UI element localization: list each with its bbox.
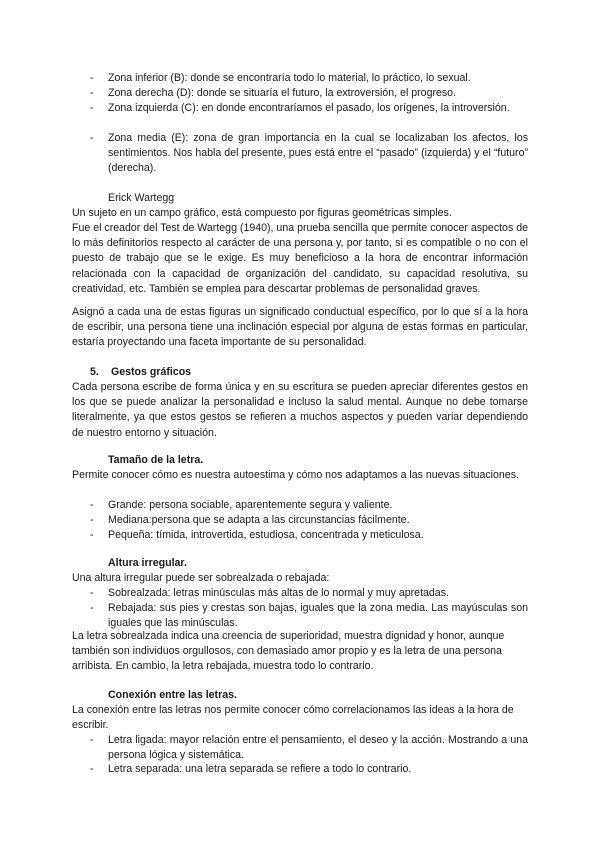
- bullet-dash: -: [90, 72, 94, 84]
- subsection-title: Tamaño de la letra.: [108, 454, 204, 466]
- list-item: [90, 101, 528, 116]
- list-item-text: Letra separada: una letra separada se refiere a todo lo contrario.: [108, 763, 412, 775]
- paragraph: Asignó a cada una de estas figuras un significado conductual específico, por lo que sí a la hora de escribir, una persona tiene una inclinación especial por alguna de estas formas en particular, estaría proyectando una faceta importante de su personalidad.: [72, 306, 528, 349]
- list-item-text: Sobrealzada: letras minúsculas más altas de lo normal y muy apretadas.: [108, 587, 449, 599]
- list-item: [90, 586, 528, 601]
- paragraph: Un sujeto en un campo gráfico, está compuesto por figuras geométricas simples.: [72, 207, 452, 219]
- paragraph: Cada persona escribe de forma única y en su escritura se pueden apreciar diferentes gestos en los que se puede analizar la personalidad e incluso la salud mental. Aunque no debe tomarse literalmente, ya que estos gestos se refieren a muchos aspectos y pueden variar dependiendo de nuestro entorno y situación.: [72, 381, 528, 439]
- bullet-dash: -: [90, 529, 94, 541]
- zona-media-text: Zona media (E): zona de gran importancia en la cual se localizaban los afectos, los sentimientos. Nos habla del presente, pues está entre el “pasado” (izquierda) y el “futuro” (derecha).: [108, 132, 528, 175]
- zona-izquierda-text: Zona izquierda (C): en donde encontraríamos el pasado, los orígenes, la introversión.: [108, 102, 510, 114]
- list-item-text: Pequeña: tímida, introvertida, estudiosa, concentrada y meticulosa.: [108, 529, 424, 541]
- paragraph: La letra sobrealzada indica una creencia de superioridad, muestra dignidad y honor, aunque también son individuos orgullosos, con demasiado amor propio y es la letra de una persona arribista. En cambio, la letra rebajada, muestra todo lo contrario.: [72, 630, 505, 673]
- list-item: [90, 86, 528, 101]
- list-item: [90, 733, 528, 763]
- list-item: [90, 601, 528, 631]
- zona-inferior-text: Zona inferior (B): donde se encontraría todo lo material, lo práctico, lo sexual.: [108, 72, 471, 84]
- bullet-dash: -: [90, 514, 94, 526]
- paragraph: La conexión entre las letras nos permite conocer cómo correlacionamos las ideas a la hora de escribir.: [72, 704, 514, 732]
- list-item: [90, 71, 528, 86]
- bullet-dash: -: [90, 587, 94, 599]
- list-item: [90, 498, 528, 513]
- section-title: Gestos gráficos: [111, 366, 192, 378]
- subsection-title: Conexión entre las letras.: [108, 689, 237, 701]
- bullet-dash: -: [90, 102, 94, 114]
- list-item: [90, 131, 528, 177]
- bullet-dash: -: [90, 87, 94, 99]
- bullet-dash: -: [90, 499, 94, 511]
- bullet-dash: -: [90, 734, 94, 746]
- section-number: 5.: [90, 366, 99, 378]
- list-item-text: Grande: persona sociable, aparentemente segura y valiente.: [108, 499, 393, 511]
- list-item-text: Rebajada: sus pies y crestas son bajas, iguales que la zona media. Las mayúsculas son iguales que las minúsculas.: [108, 602, 528, 630]
- bullet-dash: -: [90, 763, 94, 775]
- list-item: [90, 513, 528, 528]
- zona-derecha-text: Zona derecha (D): donde se situaría el futuro, la extroversión, el progreso.: [108, 87, 457, 99]
- subsection-title: Altura irregular.: [108, 557, 187, 569]
- paragraph: Fue el creador del Test de Wartegg (1940), una prueba sencilla que permite conocer aspectos de lo más definitorios respecto al carácter de una persona y, por tanto, si es compatible o no con el puesto de trabajo que se le exige. Es muy beneficioso a la hora de encontrar información relacionada con la capacidad de organización del candidato, su capacidad resolutiva, su creatividad, etc. También se emplea para descartar problemas de personalidad graves.: [72, 222, 528, 295]
- list-item: [90, 762, 528, 777]
- list-item-text: Letra ligada: mayor relación entre el pensamiento, el deseo y la acción. Mostrando a una persona lógica y sistemática.: [108, 734, 528, 762]
- list-item: [90, 528, 528, 543]
- bullet-dash: -: [90, 602, 94, 614]
- paragraph: Permite conocer cómo es nuestra autoestima y cómo nos adaptamos a las nuevas situaciones.: [72, 469, 519, 481]
- list-item-text: Mediana:persona que se adapta a las circunstancias fácilmente.: [108, 514, 410, 526]
- bullet-dash: -: [90, 132, 94, 144]
- wartegg-heading: Erick Wartegg: [108, 192, 175, 204]
- paragraph: Una altura irregular puede ser sobrealzada o rebajada:: [72, 572, 330, 584]
